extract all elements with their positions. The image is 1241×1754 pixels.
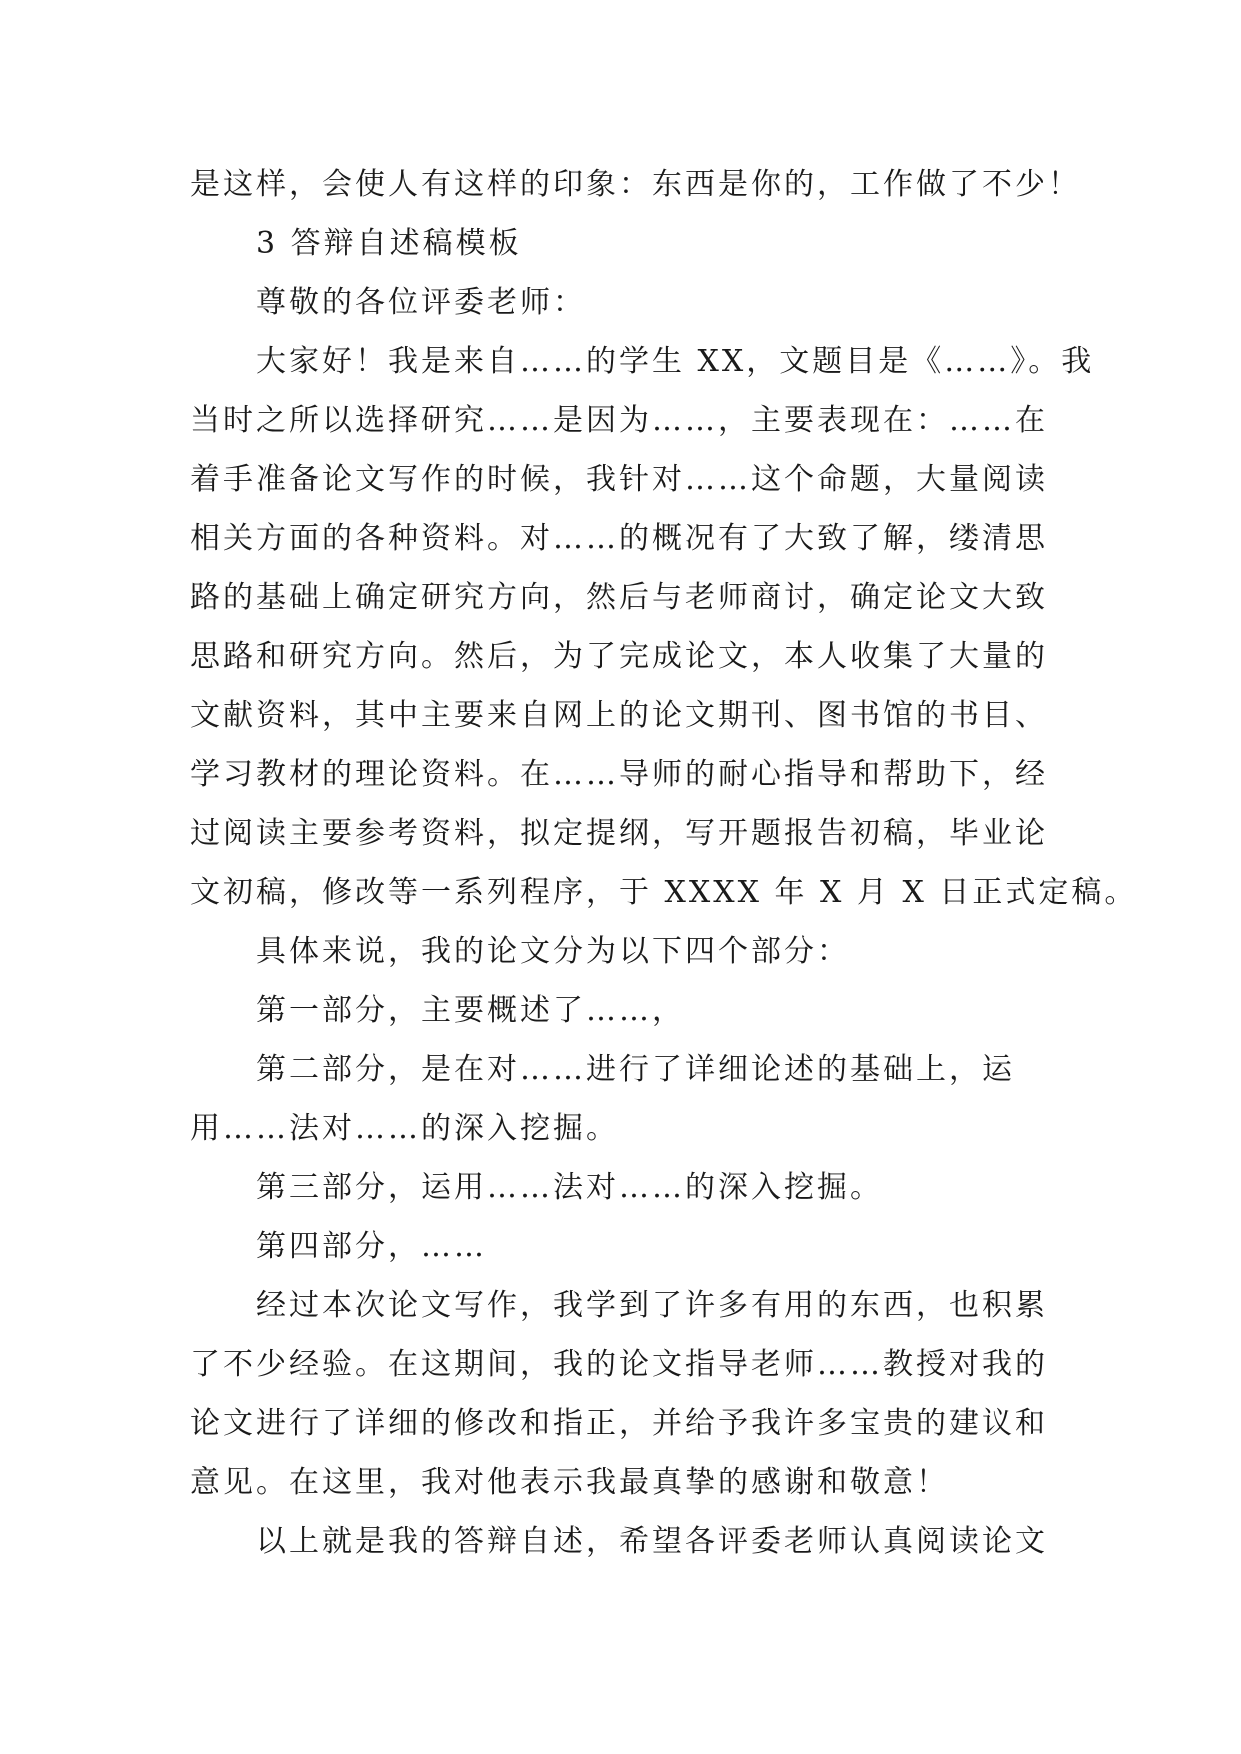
text-line: 用……法对……的深入挖掘。 [190,1111,619,1146]
list-item: 第四部分，…… [256,1229,487,1264]
text-line: 意见。在这里，我对他表示我最真挚的感谢和敬意！ [190,1465,949,1500]
salutation-line: 尊敬的各位评委老师： [256,285,586,320]
text-line: 以上就是我的答辩自述，希望各评委老师认真阅读论文 [256,1524,1048,1559]
text-line: 具体来说，我的论文分为以下四个部分： [256,934,850,969]
document-body [190,155,1138,1571]
section-heading: 3 答辩自述稿模板 [256,226,522,261]
text-line: 着手准备论文写作的时候，我针对……这个命题，大量阅读 [190,462,1048,497]
text-line: 论文进行了详细的修改和指正，并给予我许多宝贵的建议和 [190,1406,1048,1441]
text-line: 文献资料，其中主要来自网上的论文期刊、图书馆的书目、 [190,698,1048,733]
list-item: 第二部分，是在对……进行了详细论述的基础上，运 [256,1052,1015,1087]
text-line: 经过本次论文写作，我学到了许多有用的东西，也积累 [256,1288,1048,1323]
list-item: 第一部分，主要概述了……， [256,993,685,1028]
text-line: 过阅读主要参考资料，拟定提纲，写开题报告初稿，毕业论 [190,816,1048,851]
text-line: 大家好！我是来自……的学生 XX，文题目是《……》。我 [256,344,1095,379]
text-line: 思路和研究方向。然后，为了完成论文，本人收集了大量的 [190,639,1048,674]
text-line: 路的基础上确定研究方向，然后与老师商讨，确定论文大致 [190,580,1048,615]
text-line: 是这样，会使人有这样的印象：东西是你的，工作做了不少！ [190,167,1081,202]
list-item: 第三部分，运用……法对……的深入挖掘。 [256,1170,883,1205]
text-line: 了不少经验。在这期间，我的论文指导老师……教授对我的 [190,1347,1048,1382]
text-line: 学习教材的理论资料。在……导师的耐心指导和帮助下，经 [190,757,1048,792]
text-line: 当时之所以选择研究……是因为……，主要表现在：……在 [190,403,1048,438]
text-line: 文初稿，修改等一系列程序，于 XXXX 年 X 月 X 日正式定稿。 [190,875,1138,910]
text-line: 相关方面的各种资料。对……的概况有了大致了解，缕清思 [190,521,1048,556]
